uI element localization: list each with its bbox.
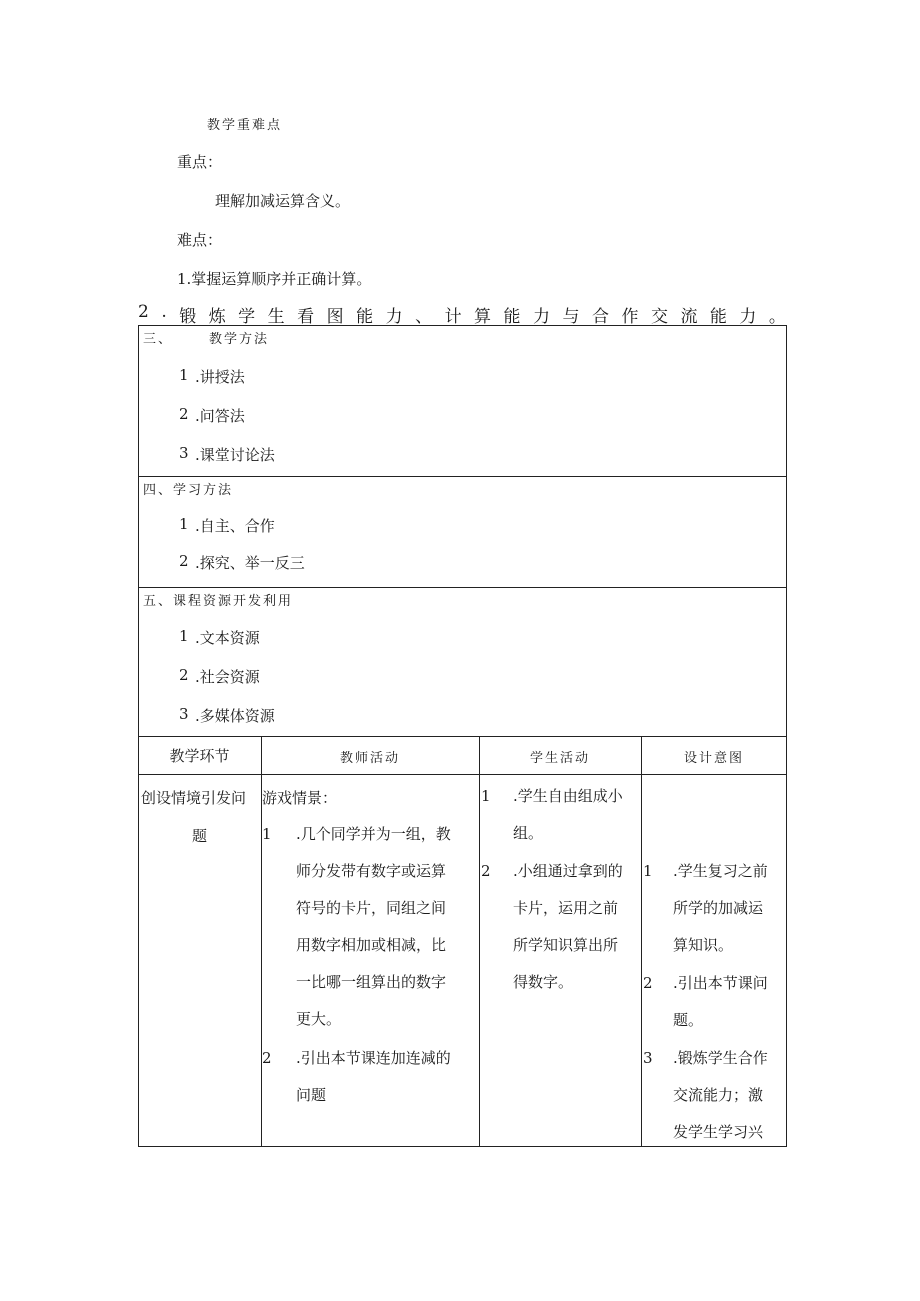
teacher-item-1-line: 师分发带有数字或运算	[296, 862, 447, 880]
student-item-2-line: .小组通过拿到的	[513, 862, 623, 880]
key-point-label: 重点：	[177, 153, 223, 171]
table-header-student: 学生活动	[529, 751, 590, 766]
resource-1: .文本资源	[195, 629, 260, 647]
resource-2: .社会资源	[195, 668, 260, 686]
teacher-item-1	[296, 816, 451, 1038]
design-item-1-line: 算知识。	[673, 936, 734, 954]
spaced-char: 能	[709, 307, 727, 327]
design-item-1	[673, 853, 768, 964]
design-item-3-num: 3	[643, 1049, 653, 1067]
teacher-item-2	[296, 1040, 451, 1114]
teacher-item-2-line: 问题	[296, 1086, 327, 1104]
spaced-char: .	[161, 302, 167, 322]
teaching-methods-number: 三、	[143, 332, 174, 347]
design-item-3-line: 交流能力；激	[673, 1086, 764, 1104]
spaced-char: 2	[138, 302, 149, 322]
spaced-char: 学	[238, 307, 256, 327]
table-col-divider-2	[479, 736, 480, 1147]
spaced-char: 看	[297, 307, 315, 327]
student-item-1-num: 1	[481, 787, 491, 805]
spaced-char: 锻	[179, 307, 197, 327]
spaced-char: 交	[650, 307, 668, 327]
teaching-method-2-num: 2	[179, 405, 189, 423]
spaced-char: 。	[768, 307, 786, 327]
spaced-char: 计	[444, 307, 462, 327]
spaced-char: 炼	[208, 307, 226, 327]
table-col-divider-3	[641, 736, 642, 1147]
teacher-item-1-line: 符号的卡片，同组之间	[296, 899, 447, 917]
student-item-2-line: 卡片，运用之前	[513, 899, 619, 917]
teacher-item-2-num: 2	[262, 1049, 272, 1067]
spaced-char: 力	[739, 307, 757, 327]
student-item-1-line: 组。	[513, 824, 544, 842]
teaching-method-3-num: 3	[179, 444, 189, 462]
spaced-char: 作	[621, 307, 639, 327]
table-header-teacher: 教师活动	[339, 751, 400, 766]
stage-cell-line-2: 题	[191, 827, 207, 845]
teacher-item-1-line: 一比哪一组算出的数字	[296, 973, 447, 991]
design-item-3-line: .锻炼学生合作	[673, 1049, 768, 1067]
spaced-char: 流	[680, 307, 698, 327]
student-item-1-line: .学生自由组成小	[513, 787, 623, 805]
design-item-3-line: 发学生学习兴	[673, 1123, 764, 1141]
spaced-char: 合	[591, 307, 609, 327]
student-item-2-line: 所学知识算出所	[513, 936, 619, 954]
spaced-char: 、	[415, 307, 433, 327]
difficult-point-item-2	[138, 302, 786, 327]
teaching-method-1-num: 1	[179, 366, 189, 384]
student-item-2	[513, 853, 623, 1001]
teacher-item-1-line: 用数字相加或相减，比	[296, 936, 447, 954]
teaching-method-1: .讲授法	[195, 368, 245, 386]
student-item-1	[513, 778, 623, 852]
spaced-char: 能	[356, 307, 374, 327]
table-header-divider	[138, 774, 787, 775]
learning-methods-title: 四、学习方法	[143, 483, 234, 498]
learning-method-2-num: 2	[179, 552, 189, 570]
student-item-2-num: 2	[481, 862, 491, 880]
teaching-methods-title: 教学方法	[209, 332, 270, 347]
learning-method-1: .自主、合作	[195, 517, 275, 535]
spaced-char: 图	[326, 307, 344, 327]
teaching-method-2: .问答法	[195, 407, 245, 425]
teacher-item-1-line: .几个同学并为一组，教	[296, 825, 451, 843]
stage-cell-line-1: 创设情境引发问	[141, 789, 247, 807]
spaced-char: 算	[474, 307, 492, 327]
design-item-2-line: .引出本节课问	[673, 974, 768, 992]
teacher-item-1-line: 更大。	[296, 1010, 342, 1028]
design-item-2	[673, 965, 768, 1039]
teacher-item-2-line: .引出本节课连加连减的	[296, 1049, 451, 1067]
student-item-2-line: 得数字。	[513, 973, 574, 991]
design-item-1-line: .学生复习之前	[673, 862, 768, 880]
resources-title: 五、课程资源开发利用	[143, 594, 294, 609]
spaced-char: 能	[503, 307, 521, 327]
learning-method-2: .探究、举一反三	[195, 554, 305, 572]
learning-method-1-num: 1	[179, 515, 189, 533]
resource-3-num: 3	[179, 705, 189, 723]
table-header-design: 设计意图	[683, 751, 744, 766]
spaced-char: 力	[533, 307, 551, 327]
design-item-1-num: 1	[643, 862, 653, 880]
table-header-stage: 教学环节	[169, 747, 230, 765]
teacher-item-1-num: 1	[262, 825, 272, 843]
difficult-point-item-1: 1.掌握运算顺序并正确计算。	[177, 270, 372, 288]
design-item-2-line: 题。	[673, 1011, 704, 1029]
key-point-item: 理解加减运算含义。	[215, 192, 351, 210]
spaced-char: 生	[267, 307, 285, 327]
resource-1-num: 1	[179, 627, 189, 645]
spaced-char: 与	[562, 307, 580, 327]
resource-2-num: 2	[179, 666, 189, 684]
spaced-char: 力	[385, 307, 403, 327]
design-item-1-line: 所学的加减运	[673, 899, 764, 917]
teaching-method-3: .课堂讨论法	[195, 446, 275, 464]
section-title-key-points: 教学重难点	[207, 118, 283, 133]
design-item-3	[673, 1040, 768, 1151]
teacher-intro: 游戏情景：	[262, 789, 338, 807]
difficult-point-label: 难点：	[177, 231, 223, 249]
resource-3: .多媒体资源	[195, 707, 275, 725]
design-item-2-num: 2	[643, 974, 653, 992]
